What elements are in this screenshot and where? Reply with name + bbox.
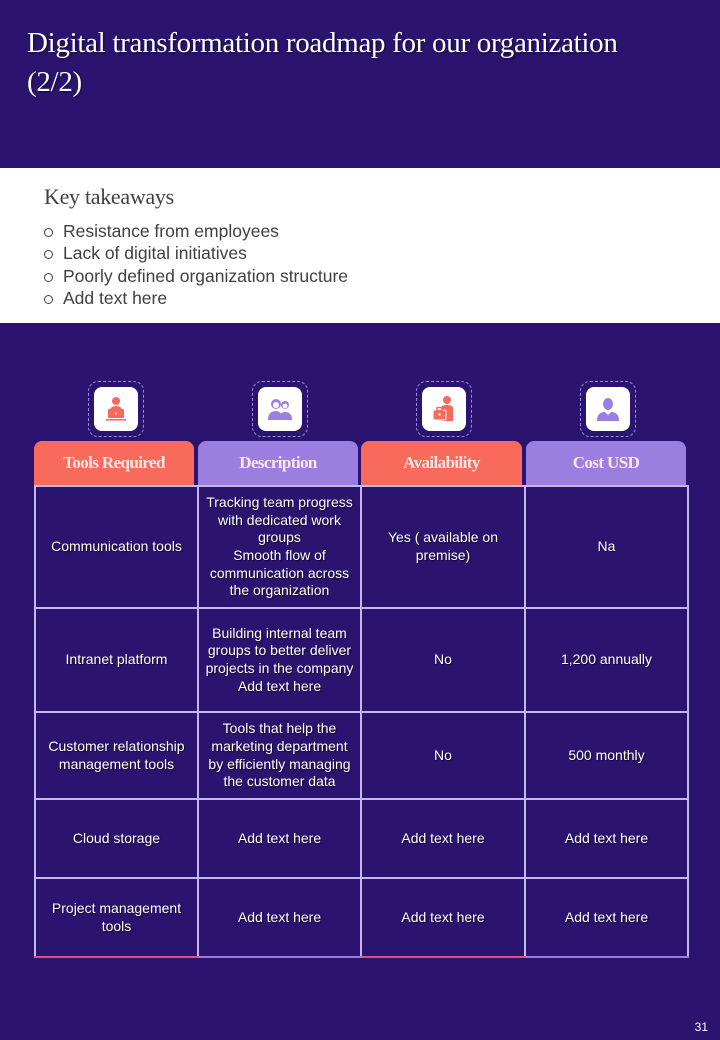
cell-availability: Add text here <box>361 799 525 878</box>
team-people-icon <box>266 396 294 422</box>
takeaway-item: Resistance from employees <box>44 220 348 242</box>
user-profile-icon <box>595 396 621 422</box>
cell-description: Tracking team progress with dedicated work groups Smooth flow of communication across the organization <box>198 486 361 608</box>
cell-cost: Na <box>525 486 688 608</box>
cell-description: Tools that help the marketing department by efficiently managing the customer data <box>198 712 361 799</box>
table-row <box>35 486 688 608</box>
bullet-circle-icon <box>44 228 53 237</box>
person-at-laptop-icon <box>103 396 129 422</box>
bullet-circle-icon <box>44 295 53 304</box>
table-row <box>35 712 688 799</box>
header-cost-usd: Cost USD <box>526 441 686 485</box>
takeaway-item: Lack of digital initiatives <box>44 242 348 264</box>
cell-availability: No <box>361 608 525 712</box>
header-description: Description <box>198 441 358 485</box>
availability-icon-frame <box>416 381 472 437</box>
takeaways-heading: Key takeaways <box>44 184 174 209</box>
bullet-circle-icon <box>44 250 53 259</box>
header-tools-required: Tools Required <box>34 441 194 485</box>
takeaway-item: Poorly defined organization structure <box>44 265 348 287</box>
cell-description: Building internal team groups to better deliver projects in the company Add text here <box>198 608 361 712</box>
cell-tool: Cloud storage <box>35 799 198 878</box>
takeaway-item: Add text here <box>44 287 348 309</box>
cell-cost: Add text here <box>525 799 688 878</box>
cell-description: Add text here <box>198 878 361 957</box>
cell-availability: Yes ( available on premise) <box>361 486 525 608</box>
cell-tool: Project management tools <box>35 878 198 957</box>
roadmap-table <box>34 485 689 958</box>
cell-tool: Customer relationship management tools <box>35 712 198 799</box>
cell-cost: Add text here <box>525 878 688 957</box>
description-icon-frame <box>252 381 308 437</box>
cell-cost: 1,200 annually <box>525 608 688 712</box>
cell-tool: Intranet platform <box>35 608 198 712</box>
slide-title: Digital transformation roadmap for our organization (2/2) <box>27 27 618 98</box>
cell-cost: 500 monthly <box>525 712 688 799</box>
cell-description: Add text here <box>198 799 361 878</box>
cell-availability: No <box>361 712 525 799</box>
bullet-circle-icon <box>44 273 53 282</box>
takeaways-list <box>44 220 348 309</box>
cell-tool: Communication tools <box>35 486 198 608</box>
page-number: 31 <box>694 1020 708 1034</box>
key-takeaways-panel <box>0 168 720 323</box>
businessman-briefcase-icon <box>430 395 458 423</box>
header-availability: Availability <box>361 441 522 485</box>
cost-icon-frame <box>580 381 636 437</box>
table-row <box>35 799 688 878</box>
tools-required-icon-frame <box>88 381 144 437</box>
cell-availability: Add text here <box>361 878 525 957</box>
table-row <box>35 608 688 712</box>
table-row <box>35 878 688 957</box>
